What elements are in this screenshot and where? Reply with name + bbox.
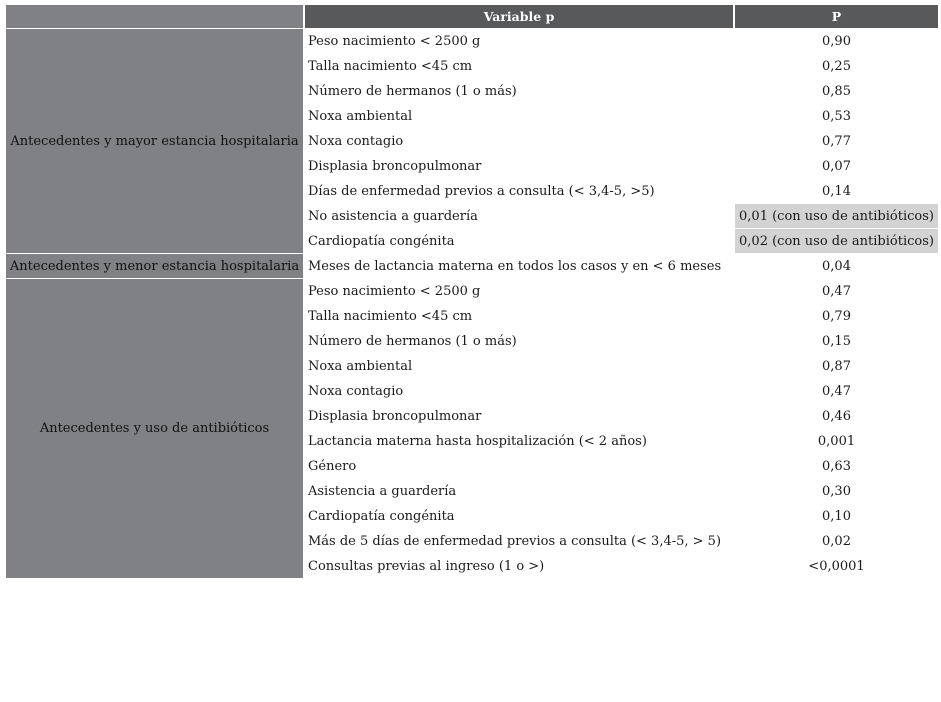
variable-cell: Peso nacimiento < 2500 g <box>308 283 481 299</box>
table-row <box>6 254 938 278</box>
variable-cell: Número de hermanos (1 o más) <box>308 333 517 349</box>
variable-cell: Noxa contagio <box>308 133 404 149</box>
p-value-cell: 0,77 <box>822 133 851 149</box>
variable-cell: Peso nacimiento < 2500 g <box>308 33 481 49</box>
table-body <box>6 29 938 578</box>
table-row <box>6 29 938 53</box>
p-value-cell: 0,85 <box>822 83 851 99</box>
variable-cell: Talla nacimiento <45 cm <box>308 308 473 324</box>
variable-cell: Meses de lactancia materna en todos los casos y en < 6 meses <box>308 258 722 274</box>
p-value-cell: 0,07 <box>822 158 851 174</box>
header-row <box>6 5 938 28</box>
p-value-cell: 0,90 <box>822 33 851 49</box>
variable-cell: No asistencia a guardería <box>308 208 478 224</box>
p-value-cell: 0,02 <box>822 533 851 549</box>
p-value-cell: 0,53 <box>822 108 851 124</box>
p-value-cell: 0,14 <box>822 183 851 199</box>
p-value-cell: 0,15 <box>822 333 851 349</box>
p-value-cell: 0,30 <box>822 483 851 499</box>
variable-cell: Género <box>308 458 357 474</box>
table-row <box>6 279 938 303</box>
variable-cell: Noxa contagio <box>308 383 404 399</box>
p-value-cell: 0,04 <box>822 258 851 274</box>
p-value-cell: 0,001 <box>817 433 856 449</box>
p-value-cell: 0,63 <box>822 458 851 474</box>
variable-cell: Talla nacimiento <45 cm <box>308 58 473 74</box>
p-value-cell: 0,01 (con uso de antibióticos) <box>735 204 938 228</box>
p-value-cell: 0,79 <box>822 308 851 324</box>
p-value-cell: 0,25 <box>822 58 851 74</box>
variable-cell: Displasia broncopulmonar <box>308 158 482 174</box>
p-value-cell: 0,47 <box>822 283 851 299</box>
p-value-cell: 0,10 <box>822 508 851 524</box>
variable-cell: Días de enfermedad previos a consulta (< 3,4-5, >5) <box>308 183 655 199</box>
group-label: Antecedentes y uso de antibióticos <box>6 279 303 578</box>
variable-cell: Más de 5 días de enfermedad previos a consulta (< 3,4-5, > 5) <box>308 533 722 549</box>
variable-cell: Displasia broncopulmonar <box>308 408 482 424</box>
p-value-cell: 0,02 (con uso de antibióticos) <box>735 229 938 253</box>
header-variable: Variable p <box>305 5 733 28</box>
p-value-cell: <0,0001 <box>808 558 865 574</box>
group-label: Antecedentes y menor estancia hospitalaria <box>6 254 303 278</box>
variable-cell: Noxa ambiental <box>308 358 413 374</box>
variable-cell: Cardiopatía congénita <box>308 233 455 249</box>
results-table <box>4 4 940 579</box>
p-value-cell: 0,87 <box>822 358 851 374</box>
variable-cell: Asistencia a guardería <box>308 483 457 499</box>
variable-cell: Cardiopatía congénita <box>308 508 455 524</box>
p-value-cell: 0,46 <box>822 408 851 424</box>
group-label: Antecedentes y mayor estancia hospitalaria <box>6 29 303 253</box>
variable-cell: Número de hermanos (1 o más) <box>308 83 517 99</box>
header-blank <box>6 5 303 28</box>
variable-cell: Noxa ambiental <box>308 108 413 124</box>
p-value-cell: 0,47 <box>822 383 851 399</box>
header-p: P <box>735 5 938 28</box>
variable-cell: Consultas previas al ingreso (1 o >) <box>308 558 545 574</box>
variable-cell: Lactancia materna hasta hospitalización (< 2 años) <box>308 433 647 449</box>
